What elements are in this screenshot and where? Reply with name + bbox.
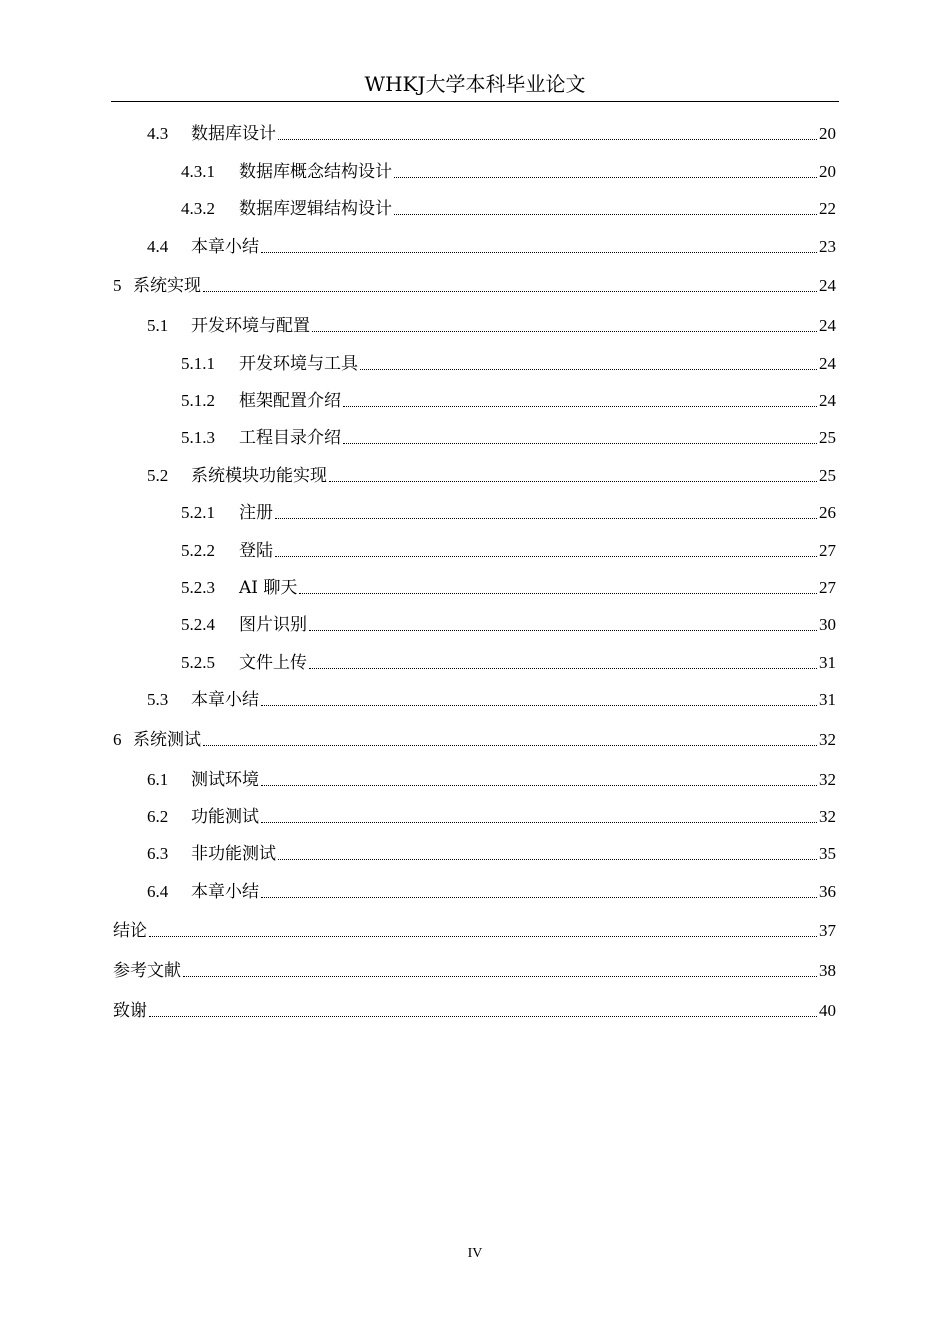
toc-entry[interactable]	[181, 500, 836, 524]
toc-entry-title: 数据库逻辑结构设计	[239, 199, 392, 219]
toc-dot-leader	[360, 369, 817, 370]
toc-entry[interactable]	[113, 998, 836, 1022]
toc-entry-title: 开发环境与配置	[191, 316, 310, 336]
toc-entry-number: 4.3.1	[181, 162, 215, 181]
toc-entry-page: 32	[819, 770, 836, 789]
toc-entry-title: 工程目录介绍	[239, 428, 341, 448]
toc-entry-number: 5.2.2	[181, 541, 215, 560]
toc-dot-leader	[394, 214, 817, 215]
toc-entry-title: 框架配置介绍	[239, 391, 341, 411]
toc-dot-leader	[203, 291, 817, 292]
toc-entry-number: 5.2.4	[181, 615, 215, 634]
toc-entry-title: 结论	[113, 921, 147, 941]
page-header	[111, 70, 839, 101]
toc-dot-leader	[261, 822, 817, 823]
toc-entry-number: 5.1	[147, 316, 169, 335]
toc-dot-leader	[261, 897, 817, 898]
toc-entry-page: 30	[819, 615, 836, 634]
toc-entry[interactable]	[147, 463, 836, 487]
toc-entry-number: 5.2.5	[181, 653, 215, 672]
toc-entry-number: 4.3.2	[181, 199, 215, 218]
toc-entry[interactable]	[113, 918, 836, 942]
toc-entry[interactable]	[113, 727, 836, 751]
toc-dot-leader	[394, 177, 817, 178]
toc-entry[interactable]	[147, 804, 836, 828]
toc-entry-title: 测试环境	[191, 770, 259, 790]
toc-entry-number: 5	[113, 276, 122, 295]
toc-entry-number: 6.3	[147, 844, 169, 863]
toc-entry[interactable]	[181, 575, 836, 599]
toc-entry-title: 致谢	[113, 1001, 147, 1021]
toc-dot-leader	[343, 406, 817, 407]
toc-entry-page: 31	[819, 690, 836, 709]
toc-entry[interactable]	[181, 388, 836, 412]
toc-entry[interactable]	[147, 121, 836, 145]
toc-entry-title: 本章小结	[191, 690, 259, 710]
toc-entry-page: 25	[819, 428, 836, 447]
toc-entry-title: 文件上传	[239, 653, 307, 673]
toc-entry-title: 开发环境与工具	[239, 354, 358, 374]
toc-entry-title: 本章小结	[191, 237, 259, 257]
toc-entry-page: 24	[819, 276, 836, 295]
toc-entry-page: 27	[819, 541, 836, 560]
toc-entry[interactable]	[147, 687, 836, 711]
toc-entry-page: 38	[819, 961, 836, 980]
toc-entry-number: 6.4	[147, 882, 169, 901]
toc-entry[interactable]	[181, 159, 836, 183]
toc-dot-leader	[275, 518, 817, 519]
toc-entry-page: 32	[819, 730, 836, 749]
toc-entry-page: 37	[819, 921, 836, 940]
toc-dot-leader	[261, 705, 817, 706]
toc-entry-number: 6.2	[147, 807, 169, 826]
toc-entry-title: 系统实现	[133, 276, 201, 296]
toc-entry-page: 25	[819, 466, 836, 485]
toc-entry-number: 5.2.3	[181, 578, 215, 597]
toc-entry-title: 系统测试	[133, 730, 201, 750]
toc-dot-leader	[329, 481, 817, 482]
toc-entry-page: 32	[819, 807, 836, 826]
toc-entry-title: 数据库设计	[191, 124, 276, 144]
toc-entry-title: 数据库概念结构设计	[239, 162, 392, 182]
toc-dot-leader	[278, 859, 817, 860]
toc-entry-page: 24	[819, 391, 836, 410]
toc-entry-title: 注册	[239, 503, 273, 523]
toc-entry-page: 24	[819, 354, 836, 373]
toc-entry[interactable]	[147, 879, 836, 903]
toc-entry-title: 系统模块功能实现	[191, 466, 327, 486]
toc-dot-leader	[309, 630, 817, 631]
toc-entry[interactable]	[147, 841, 836, 865]
toc-entry-number: 5.1.3	[181, 428, 215, 447]
header-title: WHKJ大学本科毕业论文	[364, 72, 586, 96]
toc-entry[interactable]	[147, 313, 836, 337]
toc-entry[interactable]	[181, 650, 836, 674]
toc-entry-number: 5.2.1	[181, 503, 215, 522]
toc-dot-leader	[203, 745, 817, 746]
toc-entry-number: 4.4	[147, 237, 169, 256]
toc-entry-title: 功能测试	[191, 807, 259, 827]
toc-dot-leader	[149, 936, 817, 937]
page-number: IV	[467, 1246, 483, 1261]
toc-dot-leader	[312, 331, 817, 332]
toc-dot-leader	[343, 443, 817, 444]
toc-entry[interactable]	[181, 612, 836, 636]
toc-entry[interactable]	[181, 538, 836, 562]
toc-entry-page: 35	[819, 844, 836, 863]
toc-entry-page: 22	[819, 199, 836, 218]
toc-entry-page: 31	[819, 653, 836, 672]
toc-dot-leader	[261, 785, 817, 786]
header-divider	[111, 101, 839, 102]
toc-entry-number: 5.2	[147, 466, 169, 485]
toc-entry-number: 6.1	[147, 770, 169, 789]
toc-entry[interactable]	[181, 351, 836, 375]
toc-entry[interactable]	[147, 767, 836, 791]
toc-entry-title: 图片识别	[239, 615, 307, 635]
toc-entry-title: 本章小结	[191, 882, 259, 902]
toc-entry-number: 4.3	[147, 124, 169, 143]
toc-entry[interactable]	[181, 425, 836, 449]
toc-entry-title: 登陆	[239, 541, 273, 561]
toc-entry-number: 5.1.1	[181, 354, 215, 373]
toc-dot-leader	[149, 1016, 817, 1017]
page-footer	[0, 1246, 950, 1262]
toc-dot-leader	[183, 976, 817, 977]
toc-entry-page: 36	[819, 882, 836, 901]
toc-entry-title: 参考文献	[113, 961, 181, 981]
toc-entry-page: 26	[819, 503, 836, 522]
toc-entry-page: 40	[819, 1001, 836, 1020]
toc-entry[interactable]	[181, 196, 836, 220]
toc-entry-page: 24	[819, 316, 836, 335]
toc-entry-title: 非功能测试	[191, 844, 276, 864]
toc-entry-number: 5.3	[147, 690, 169, 709]
toc-entry[interactable]	[113, 958, 836, 982]
toc-entry-page: 20	[819, 162, 836, 181]
toc-dot-leader	[275, 556, 817, 557]
toc-entry-page: 20	[819, 124, 836, 143]
toc-dot-leader	[309, 668, 817, 669]
toc-dot-leader	[299, 593, 817, 594]
toc-entry[interactable]	[147, 234, 836, 258]
toc-dot-leader	[261, 252, 817, 253]
toc-entry[interactable]	[113, 273, 836, 297]
toc-dot-leader	[278, 139, 817, 140]
toc-entry-number: 5.1.2	[181, 391, 215, 410]
toc-entry-page: 27	[819, 578, 836, 597]
toc-entry-number: 6	[113, 730, 122, 749]
toc-entry-title: AI 聊天	[239, 578, 298, 598]
toc-entry-page: 23	[819, 237, 836, 256]
